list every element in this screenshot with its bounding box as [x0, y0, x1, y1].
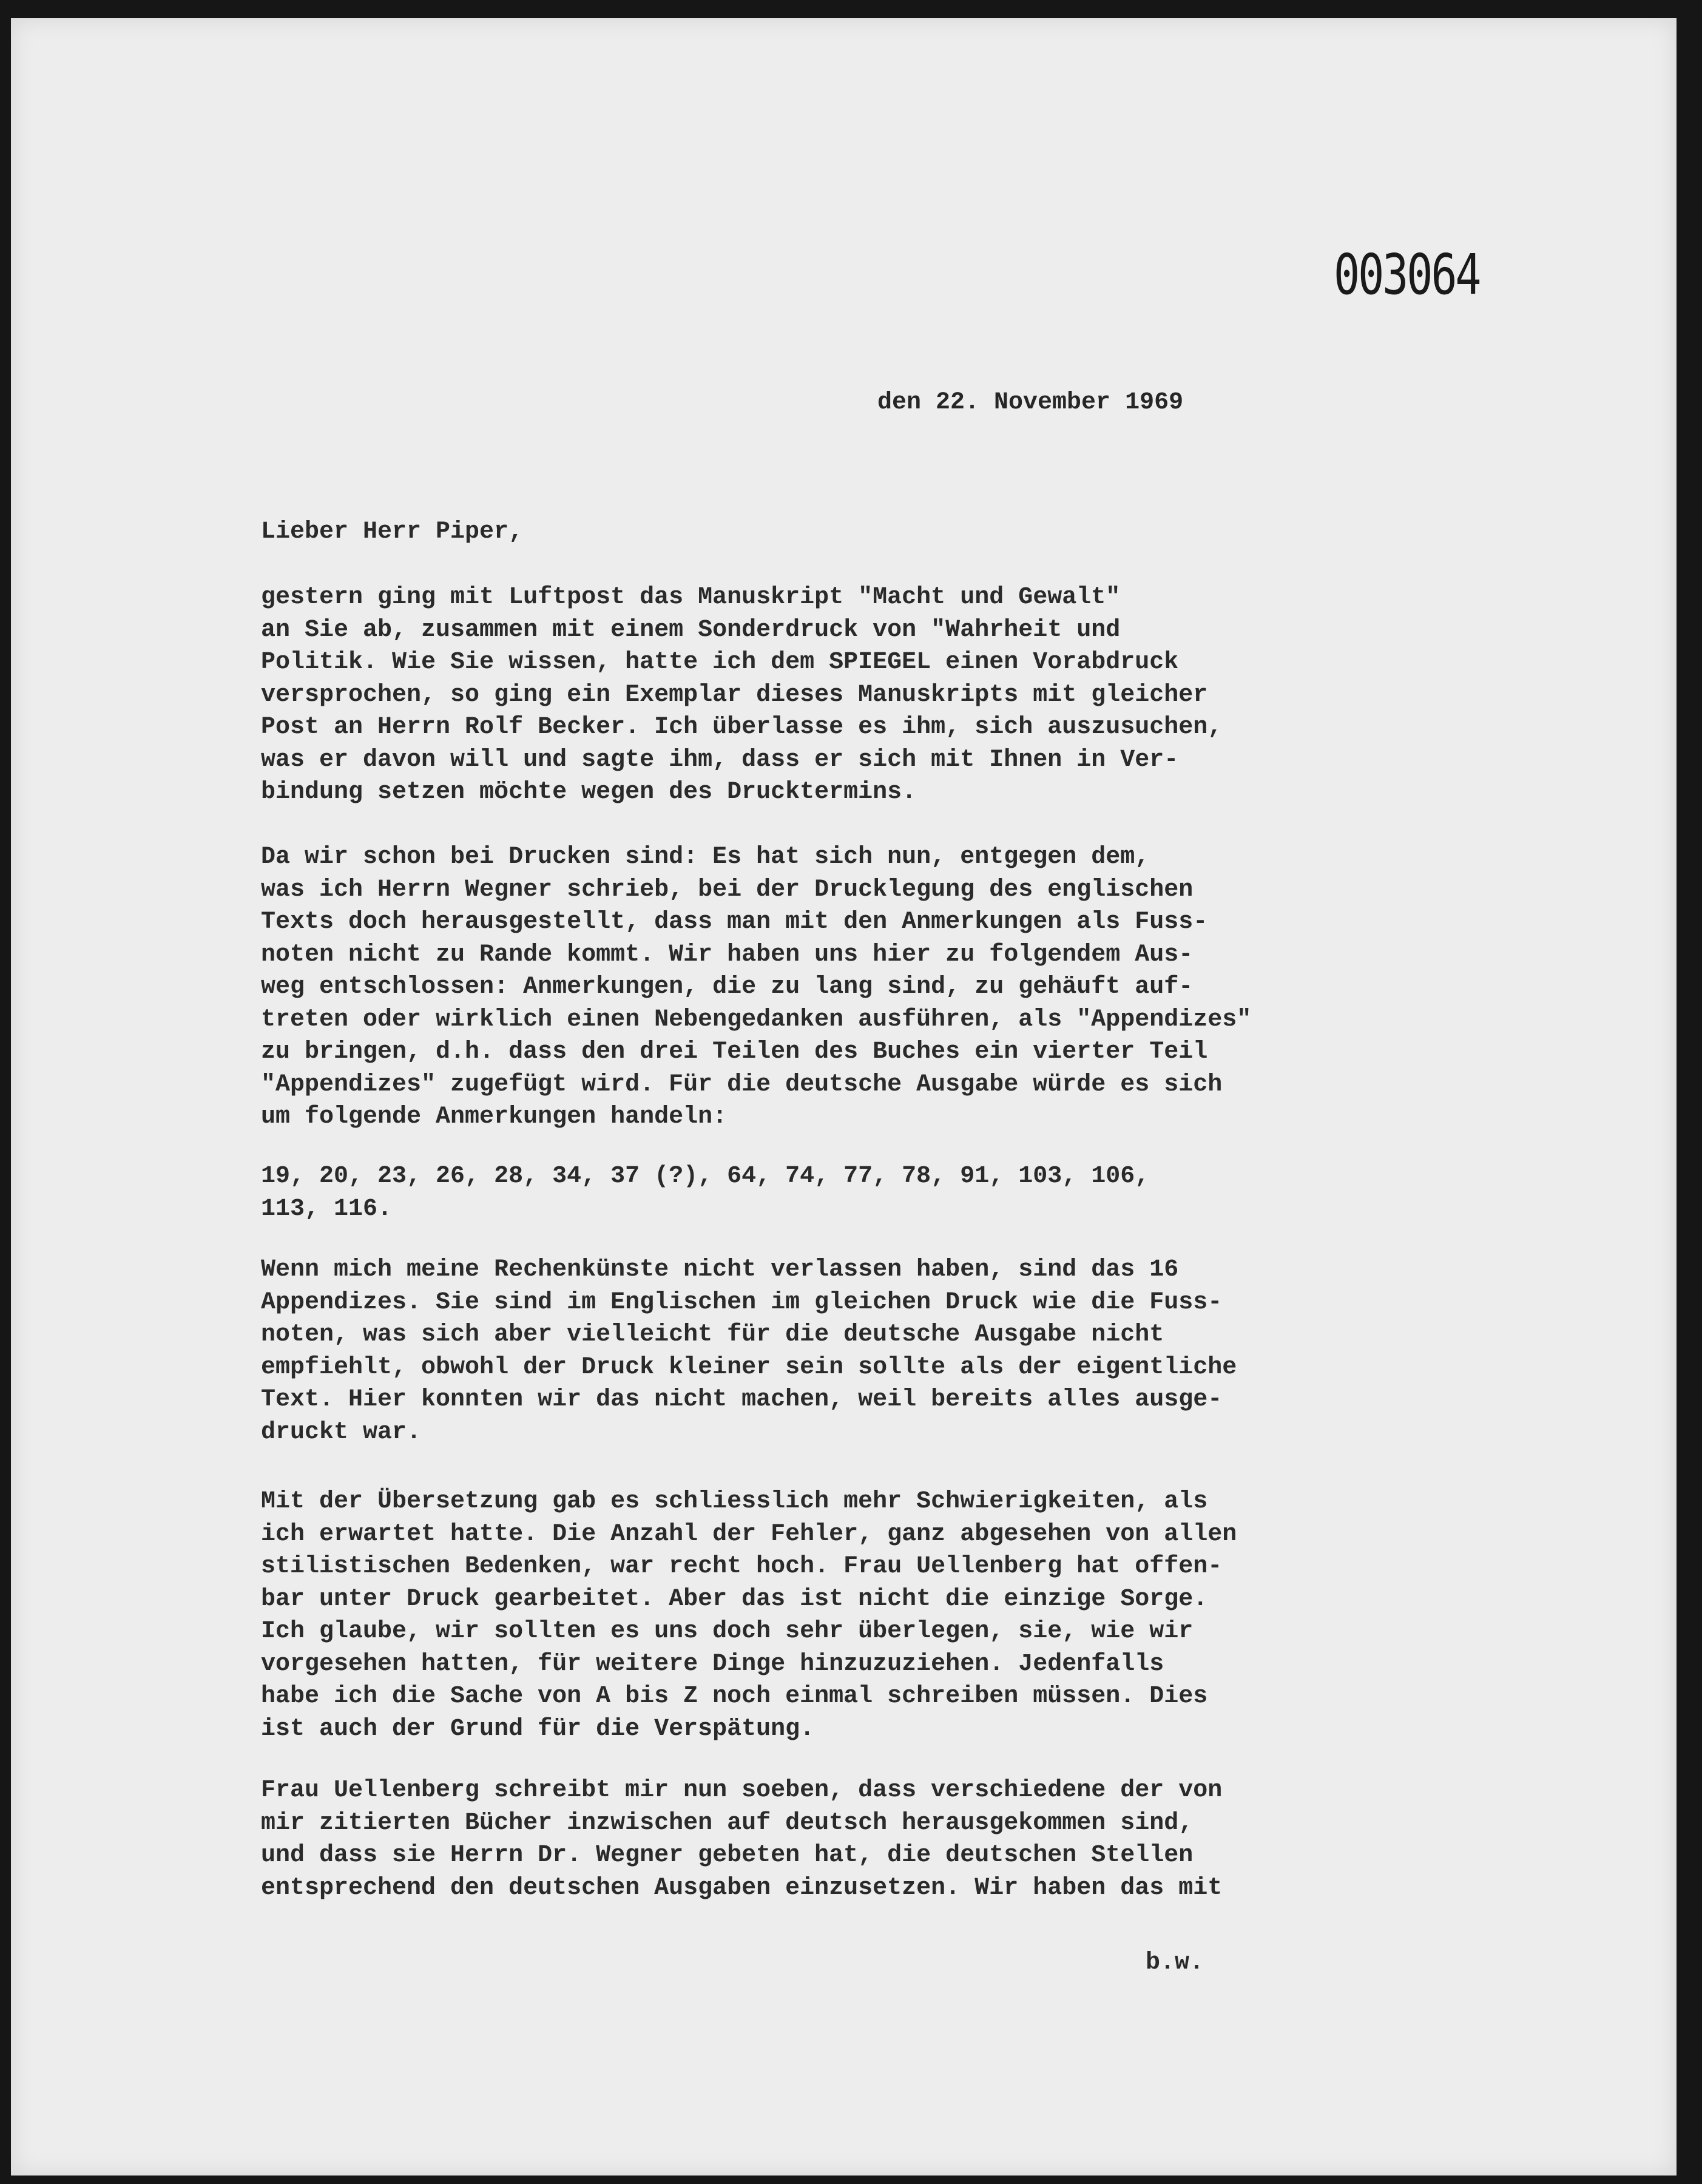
salutation-text: Lieber Herr Piper,: [261, 518, 524, 546]
text-line: noten, was sich aber vielleicht für die deutsche Ausgabe nicht: [261, 1321, 1164, 1348]
continued-overleaf-mark: b.w.: [1146, 1949, 1204, 1976]
text-line: gestern ging mit Luftpost das Manuskript "Macht und Gewalt": [261, 584, 1121, 611]
paragraph-3-note-list: [261, 1160, 1365, 1225]
text-line: druckt war.: [261, 1418, 422, 1446]
text-line: weg entschlossen: Anmerkungen, die zu lang sind, zu gehäuft auf-: [261, 973, 1194, 1001]
text-line: ist auch der Grund für die Verspätung.: [261, 1715, 815, 1743]
text-line: 113, 116.: [261, 1195, 393, 1223]
salutation: [261, 516, 1365, 549]
text-line: Frau Uellenberg schreibt mir nun soeben, dass verschiedene der von: [261, 1777, 1223, 1804]
text-line: Wenn mich meine Rechenkünste nicht verlassen haben, sind das 16: [261, 1256, 1179, 1283]
paragraph-4: [261, 1254, 1365, 1449]
letter-date: den 22. November 1969: [877, 389, 1184, 416]
text-line: bindung setzen möchte wegen des Drucktermins.: [261, 779, 917, 806]
text-line: vorgesehen hatten, für weitere Dinge hinzuzuziehen. Jedenfalls: [261, 1650, 1164, 1678]
paragraph-1: [261, 581, 1365, 809]
text-line: Mit der Übersetzung gab es schliesslich mehr Schwierigkeiten, als: [261, 1488, 1208, 1515]
text-line: empfiehlt, obwohl der Druck kleiner sein sollte als der eigentliche: [261, 1353, 1237, 1381]
text-line: versprochen, so ging ein Exemplar dieses Manuskripts mit gleicher: [261, 681, 1208, 709]
text-line: um folgende Anmerkungen handeln:: [261, 1103, 728, 1131]
text-line: mir zitierten Bücher inzwischen auf deutsch herausgekommen sind,: [261, 1809, 1194, 1837]
text-line: 19, 20, 23, 26, 28, 34, 37 (?), 64, 74, 77, 78, 91, 103, 106,: [261, 1163, 1150, 1190]
text-line: ich erwartet hatte. Die Anzahl der Fehler, ganz abgesehen von allen: [261, 1520, 1237, 1548]
paragraph-2: [261, 841, 1365, 1134]
archive-number: 003064: [1334, 242, 1480, 307]
text-line: und dass sie Herrn Dr. Wegner gebeten hat, die deutschen Stellen: [261, 1842, 1194, 1869]
text-line: was ich Herrn Wegner schrieb, bei der Drucklegung des englischen: [261, 876, 1194, 904]
text-line: an Sie ab, zusammen mit einem Sonderdruck von "Wahrheit und: [261, 616, 1121, 644]
text-line: noten nicht zu Rande kommt. Wir haben uns hier zu folgendem Aus-: [261, 941, 1194, 969]
text-line: Texts doch herausgestellt, dass man mit den Anmerkungen als Fuss-: [261, 908, 1208, 936]
text-line: was er davon will und sagte ihm, dass er sich mit Ihnen in Ver-: [261, 746, 1179, 774]
letter-page: [11, 18, 1677, 2176]
text-line: bar unter Druck gearbeitet. Aber das ist nicht die einzige Sorge.: [261, 1585, 1208, 1613]
text-line: Appendizes. Sie sind im Englischen im gleichen Druck wie die Fuss-: [261, 1288, 1223, 1316]
text-line: "Appendizes" zugefügt wird. Für die deutsche Ausgabe würde es sich: [261, 1070, 1223, 1098]
text-line: Da wir schon bei Drucken sind: Es hat sich nun, entgegen dem,: [261, 844, 1150, 871]
text-line: zu bringen, d.h. dass den drei Teilen des Buches ein vierter Teil: [261, 1038, 1208, 1066]
text-line: Text. Hier konnten wir das nicht machen, weil bereits alles ausge-: [261, 1386, 1223, 1413]
paragraph-6: [261, 1774, 1365, 1904]
text-line: Post an Herrn Rolf Becker. Ich überlasse es ihm, sich auszusuchen,: [261, 714, 1223, 741]
text-line: habe ich die Sache von A bis Z noch einmal schreiben müssen. Dies: [261, 1683, 1208, 1710]
text-line: treten oder wirklich einen Nebengedanken ausführen, als "Appendizes": [261, 1006, 1252, 1033]
text-line: entsprechend den deutschen Ausgaben einzusetzen. Wir haben das mit: [261, 1874, 1223, 1902]
text-line: Politik. Wie Sie wissen, hatte ich dem SPIEGEL einen Vorabdruck: [261, 649, 1179, 676]
text-line: Ich glaube, wir sollten es uns doch sehr überlegen, sie, wie wir: [261, 1618, 1194, 1645]
paragraph-5: [261, 1486, 1365, 1745]
text-line: stilistischen Bedenken, war recht hoch. Frau Uellenberg hat offen-: [261, 1553, 1223, 1580]
